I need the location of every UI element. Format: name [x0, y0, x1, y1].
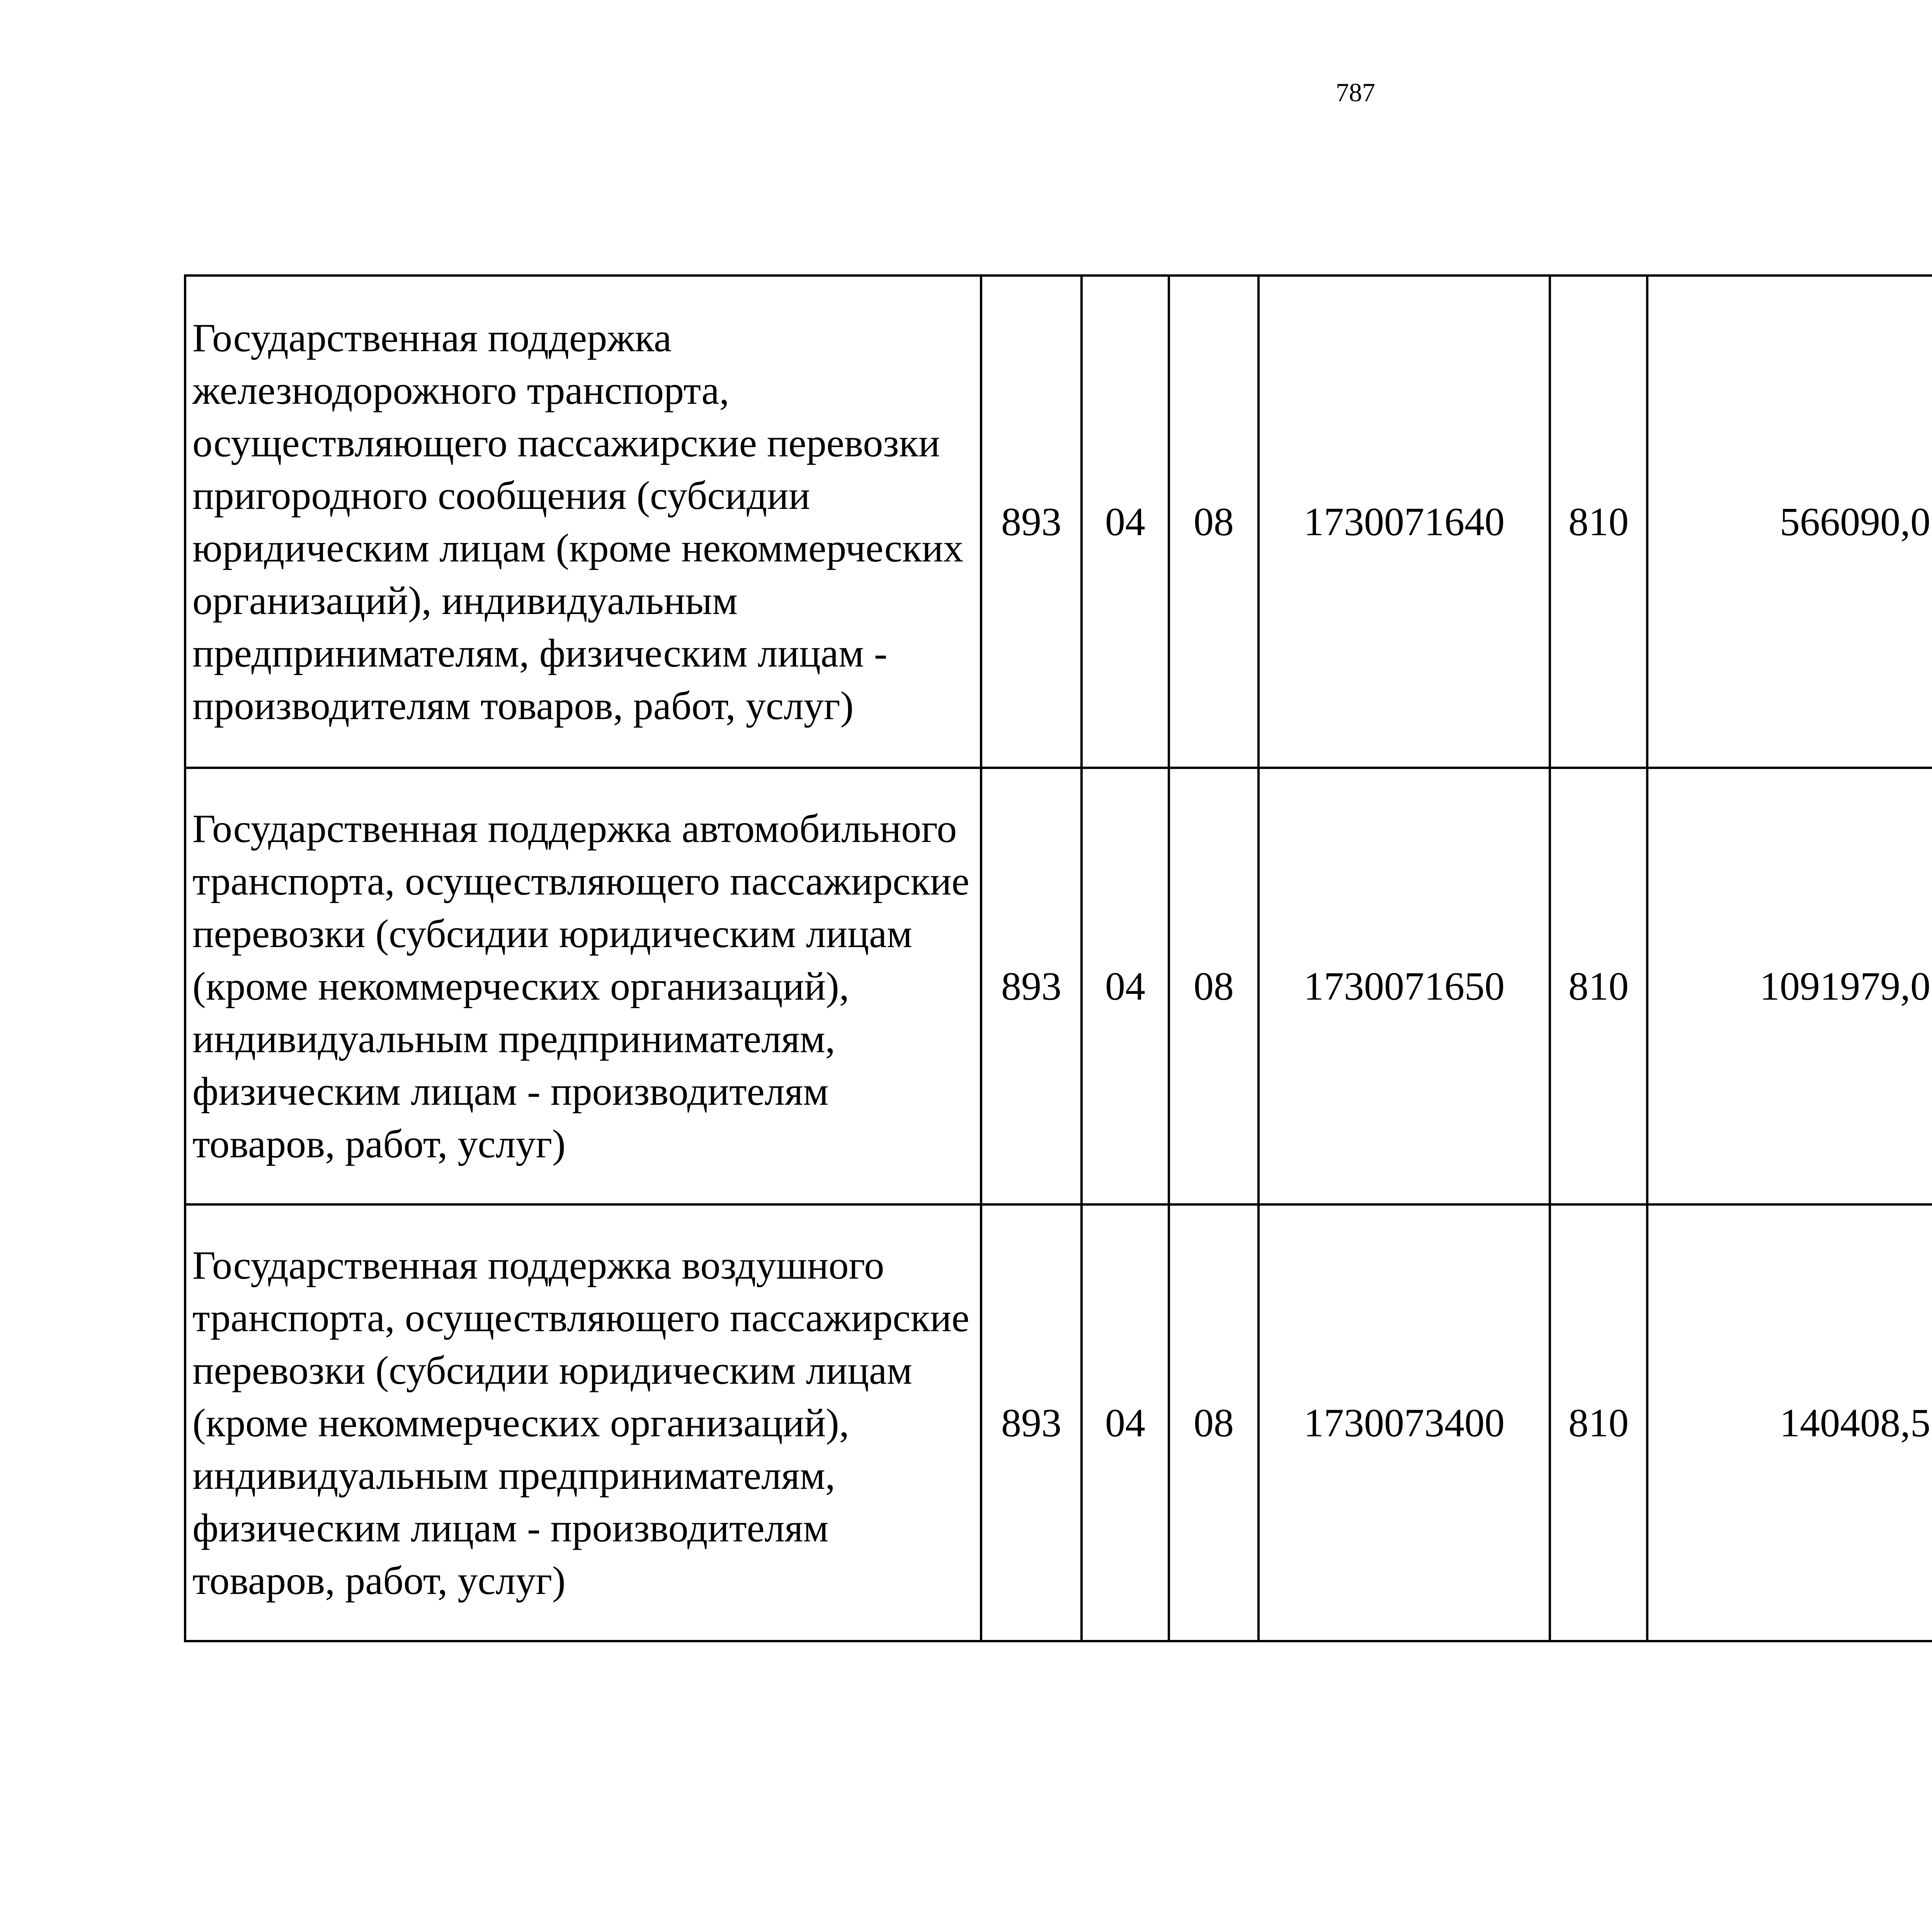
section-code-cell: 04 [1082, 768, 1169, 1204]
table-row [185, 276, 1932, 768]
expense-name-cell: Государственная поддержка железнодорожного транспорта, осуществляющего пассажирские перевозки пригородного сообщения (субсидии юридическим лицам (кроме некоммерческих организаций), индивидуальным предпринимателям, физическим лицам - производителям товаров, работ, услуг) [185, 276, 981, 768]
expense-type-cell: 810 [1550, 1204, 1647, 1641]
table-row [185, 768, 1932, 1204]
target-article-cell: 1730073400 [1259, 1204, 1550, 1641]
page-number: 787 [1336, 78, 1375, 107]
ministry-code-cell: 893 [981, 1204, 1082, 1641]
amount-cell-1: 566090,0 [1647, 276, 1932, 768]
ministry-code-cell: 893 [981, 276, 1082, 768]
table-row [185, 1204, 1932, 1641]
subsection-code-cell: 08 [1169, 1204, 1259, 1641]
ministry-code-cell: 893 [981, 768, 1082, 1204]
expense-type-cell: 810 [1550, 768, 1647, 1204]
target-article-cell: 1730071640 [1259, 276, 1550, 768]
subsection-code-cell: 08 [1169, 276, 1259, 768]
section-code-cell: 04 [1082, 276, 1169, 768]
expense-name-cell: Государственная поддержка автомобильного транспорта, осуществляющего пассажирские перевозки (субсидии юридическим лицам (кроме некоммерческих организаций), индивидуальным предпринимателям, физическим лицам - производителям товаров, работ, услуг) [185, 768, 981, 1204]
budget-table [184, 274, 1932, 1642]
section-code-cell: 04 [1082, 1204, 1169, 1641]
target-article-cell: 1730071650 [1259, 768, 1550, 1204]
amount-cell-1: 1091979,0 [1647, 768, 1932, 1204]
expense-type-cell: 810 [1550, 276, 1647, 768]
amount-cell-1: 140408,5 [1647, 1204, 1932, 1641]
subsection-code-cell: 08 [1169, 768, 1259, 1204]
expense-name-cell: Государственная поддержка воздушного транспорта, осуществляющего пассажирские перевозки (субсидии юридическим лицам (кроме некоммерческих организаций), индивидуальным предпринимателям, физическим лицам - производителям товаров, работ, услуг) [185, 1204, 981, 1641]
